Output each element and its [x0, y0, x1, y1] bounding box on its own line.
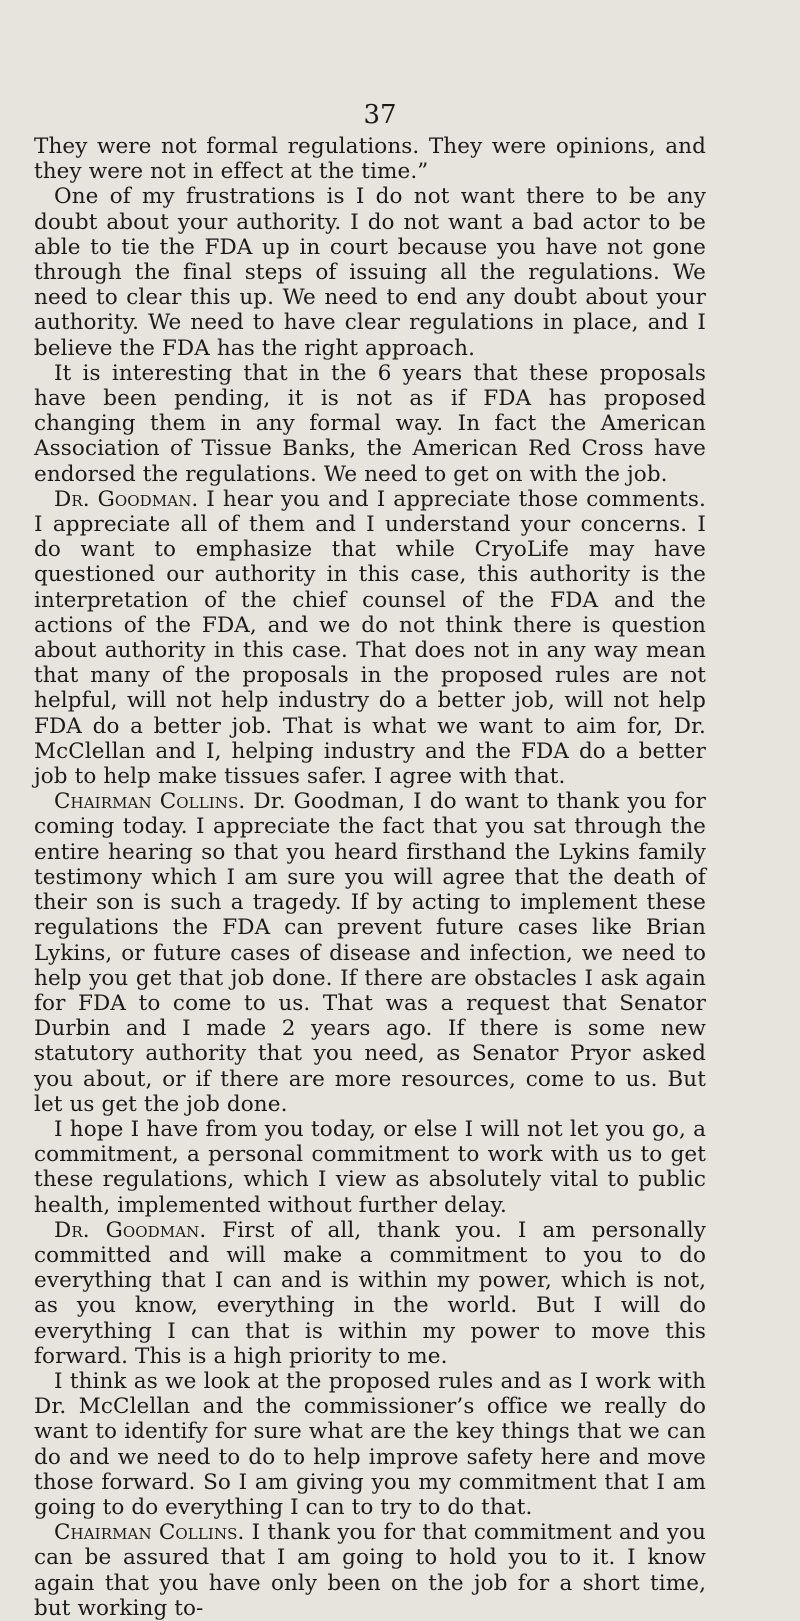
paragraph-4	[34, 487, 706, 789]
speaker-label: Dr. Goodman.	[54, 486, 199, 512]
paragraph-1	[34, 134, 706, 184]
speaker-label: Chairman Collins.	[54, 789, 246, 815]
paragraph-text: One of my frustrations is I do not want there to be any doubt about your authority. I do not want a bad actor to be able to tie the FDA up in court because you have not gone through the final steps of issuing all the regulations. We need to clear this up. We need to end any doubt about your authority. We need to have clear regulations in place, and I believe the FDA has the right approach.	[34, 184, 706, 361]
speaker-label: Chairman Collins.	[54, 1520, 245, 1546]
paragraph-text: Dr. Goodman, I do want to thank you for coming today. I appreciate the fact that you sat through the entire hearing so that you heard firsthand the Lykins family testimony which I am sure you will agree that the death of their son is such a tragedy. If by acting to implement these regulations the FDA can prevent future cases like Brian Lykins, or future cases of disease and infection, we need to help you get that job done. If there are obstacles I ask again for FDA to come to us. That was a request that Senator Durbin and I made 2 years ago. If there is some new statutory authority that you need, as Senator Pryor asked you about, or if there are more resources, come to us. But let us get the job done.	[34, 789, 707, 1117]
paragraph-text: I hear you and I appreciate those comments. I appreciate all of them and I understand your concerns. I do want to emphasize that while CryoLife may have questioned our authority in this case, this authority is the interpretation of the chief counsel of the FDA and the actions of the FDA, and we do not think there is question about authority in this case. That does not in any way mean that many of the proposals in the proposed rules are not helpful, will not help industry do a better job, will not help FDA do a better job. That is what we want to aim for, Dr. McClellan and I, helping industry and the FDA do a better job to help make tissues safer. I agree with that.	[34, 486, 706, 790]
paragraph-7	[34, 1218, 706, 1369]
paragraph-text: It is interesting that in the 6 years that these proposals have been pending, it is not as if FDA has proposed changing them in any formal way. In fact the American Association of Tissue Banks, the American Red Cross have endorsed the regulations. We need to get on with the job.	[34, 360, 706, 487]
speaker-label: Dr. Goodman.	[54, 1217, 207, 1243]
paragraph-5	[34, 789, 706, 1117]
paragraph-8	[34, 1369, 706, 1520]
paragraph-text: I thank you for that commitment and you can be assured that I am going to hold you to it. I know again that you have only been on the job for a short time, but working to-	[34, 1520, 706, 1621]
paragraph-9	[34, 1520, 706, 1621]
paragraph-text: They were not formal regulations. They were opinions, and they were not in effect at the time.”	[34, 134, 706, 185]
paragraph-text: I think as we look at the proposed rules and as I work with Dr. McClellan and the commissioner’s office we really do want to identify for sure what are the key things that we can do and we need to do to help improve safety here and move those forward. So I am giving you my commitment that I am going to do everything I can to try to do that.	[34, 1368, 706, 1520]
paragraph-3	[34, 361, 706, 487]
paragraph-6	[34, 1117, 706, 1218]
paragraph-text: First of all, thank you. I am personally committed and will make a commitment to you to do everything that I can and is within my power, which is not, as you know, everything in the world. But I will do everything I can that is within my power to move this forward. This is a high priority to me.	[34, 1217, 706, 1369]
page-number: 37	[363, 100, 397, 130]
hearing-transcript	[34, 134, 706, 1621]
paragraph-text: I hope I have from you today, or else I will not let you go, a commitment, a personal commitment to work with us to get these regulations, which I view as absolutely vital to public health, implemented without further delay.	[34, 1116, 706, 1218]
paragraph-2	[34, 184, 706, 360]
